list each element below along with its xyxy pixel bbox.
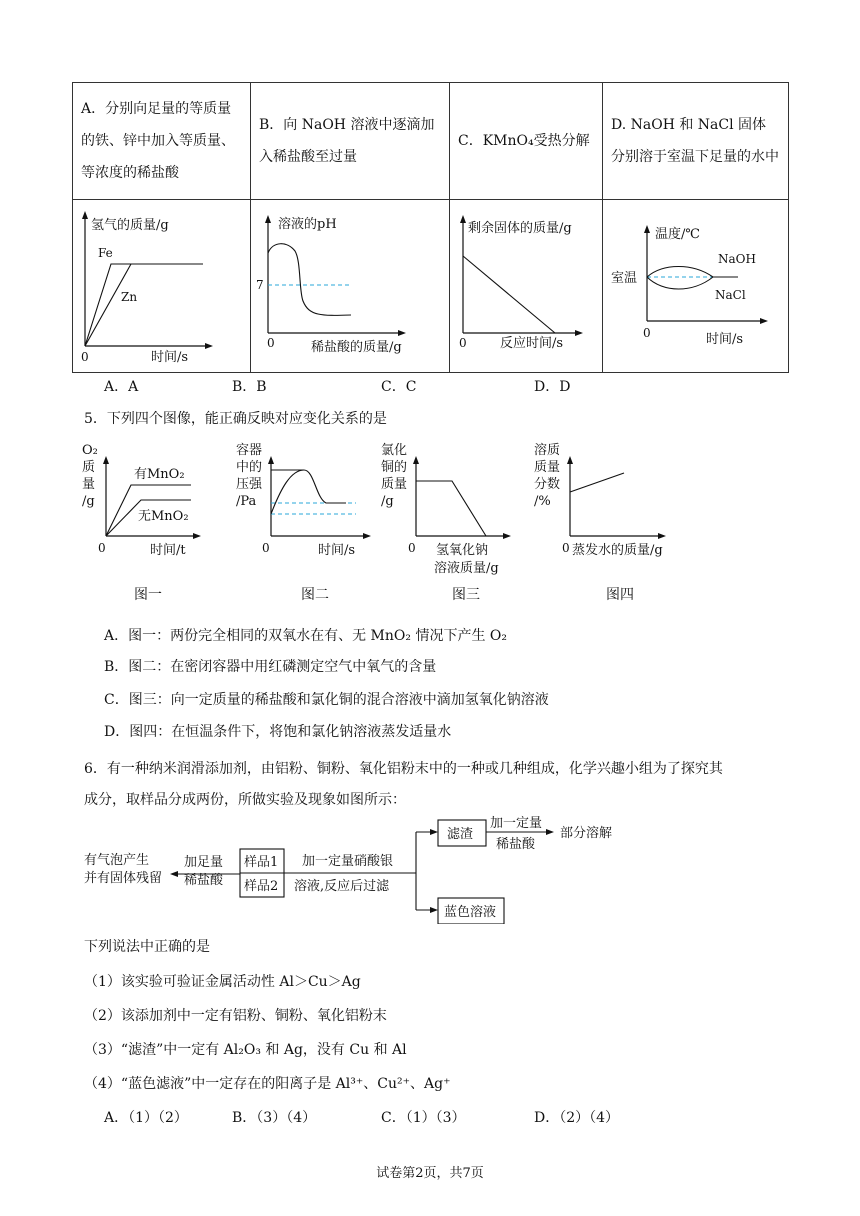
fig3-xlabel-1: 氢氧化钠	[436, 543, 489, 558]
flow-left-reagent-2: 稀盐酸	[184, 873, 224, 888]
graph-c-xlabel: 反应时间/s	[500, 336, 564, 351]
fig1-ylabel-2: 质	[82, 460, 96, 475]
fig3-ylabel-3: 质量	[381, 477, 408, 492]
q4-graph-b	[251, 200, 450, 373]
q5-option-d: D．图四：在恒温条件下，将饱和氯化钠溶液蒸发适量水	[104, 724, 452, 740]
q6-flow-diagram	[80, 812, 660, 924]
graph-d-ylabel: 温度/℃	[655, 227, 700, 242]
graph-d-origin: 0	[643, 326, 651, 340]
q5-option-c: C．图三：向一定质量的稀盐酸和氯化铜的混合溶液中滴加氢氧化钠溶液	[104, 692, 549, 708]
graph-c-origin: 0	[459, 336, 467, 350]
fig4-ylabel-4: /%	[534, 494, 551, 509]
graph-d-nacl: NaCl	[715, 288, 746, 302]
fig1-ylabel-4: /g	[82, 494, 95, 509]
q6-option-d: D．（2）（4）	[534, 1110, 620, 1126]
q4-cell-b: B．向 NaOH 溶液中逐滴加入稀盐酸至过量	[251, 83, 450, 200]
q6-option-b: B．（3）（4）	[232, 1110, 317, 1126]
q5-stem: 5．下列四个图像，能正确反映对应变化关系的是	[84, 411, 387, 427]
fig3-xlabel-2: 溶液质量/g	[434, 561, 499, 576]
q4-table	[72, 82, 789, 373]
flow-mid-2: 溶液,反应后过滤	[294, 879, 390, 894]
graph-b-xlabel: 稀盐酸的质量/g	[311, 340, 402, 355]
q4-option-c: C．C	[381, 379, 417, 395]
flow-mid-1: 加一定量硝酸银	[302, 854, 394, 869]
graph-d-room-temp: 室温	[611, 271, 638, 286]
fig1-ylabel-1: O₂	[82, 443, 98, 458]
fig2-ylabel-3: 压强	[236, 477, 263, 492]
q5-figures	[76, 438, 696, 608]
fig3-ylabel-1: 氯化	[381, 443, 408, 458]
flow-result-1: 有气泡产生	[84, 853, 150, 868]
fig4-ylabel-2: 质量	[534, 460, 561, 475]
fig4-origin: 0	[562, 541, 570, 555]
q5-option-b: B．图二：在密闭容器中用红磷测定空气中氧气的含量	[104, 659, 437, 675]
q4-option-b: B．B	[232, 379, 267, 395]
flow-solution: 蓝色溶液	[444, 905, 497, 920]
q6-option-a: A．（1）（2）	[104, 1110, 188, 1126]
q5-fig2	[236, 443, 371, 603]
fig1-series-without: 无MnO₂	[138, 509, 189, 524]
fig2-ylabel-4: /Pa	[236, 494, 257, 509]
q6-statement-2: （2）该添加剂中一定有铝粉、铜粉、氧化铝粉末	[84, 1008, 387, 1024]
q6-statement-4: （4）“蓝色滤液”中一定存在的阳离子是 Al³⁺、Cu²⁺、Ag⁺	[84, 1076, 451, 1092]
fig1-ylabel-3: 量	[82, 477, 96, 492]
q6-option-c: C．（1）（3）	[381, 1110, 466, 1126]
flow-sample-1: 样品1	[244, 855, 279, 870]
graph-a-ylabel: 氢气的质量/g	[91, 218, 169, 233]
graph-c-ylabel: 剩余固体的质量/g	[468, 221, 572, 236]
flow-residue: 滤渣	[447, 827, 474, 842]
q4-cell-d: D. NaOH 和 NaCl 固体分别溶于室温下足量的水中	[603, 83, 789, 200]
fig3-ylabel-4: /g	[381, 494, 394, 509]
graph-a-origin: 0	[81, 350, 89, 364]
fig2-ylabel-2: 中的	[236, 460, 263, 475]
graph-b-ylabel: 溶液的pH	[278, 217, 337, 232]
q6-statement-3: （3）“滤渣”中一定有 Al₂O₃ 和 Ag，没有 Cu 和 Al	[84, 1042, 407, 1058]
graph-d-xlabel: 时间/s	[706, 332, 744, 347]
q4-option-a: A．A	[104, 379, 139, 395]
q5-fig4	[534, 442, 666, 603]
q6-stem-2: 成分，取样品分成两份，所做实验及现象如图所示：	[84, 792, 406, 808]
fig1-xlabel: 时间/t	[150, 543, 186, 558]
flow-dissolve: 部分溶解	[560, 826, 613, 841]
graph-b-tick7: 7	[256, 278, 264, 292]
fig1-origin: 0	[98, 541, 106, 555]
q4-option-d: D．D	[534, 379, 571, 395]
fig4-ylabel-3: 分数	[534, 477, 561, 492]
fig3-origin: 0	[408, 541, 416, 555]
fig2-origin: 0	[262, 541, 270, 555]
q5-fig3	[381, 443, 511, 603]
graph-a-fe: Fe	[98, 246, 113, 260]
q5-fig1	[82, 443, 201, 603]
q4-cell-c: C．KMnO₄受热分解	[450, 83, 603, 200]
graph-b-origin: 0	[267, 336, 275, 350]
fig3-ylabel-2: 铜的	[381, 460, 408, 475]
fig2-caption: 图二	[301, 587, 329, 603]
fig4-ylabel-1: 溶质	[534, 443, 561, 458]
q6-statement-1: （1）该实验可验证金属活动性 Al＞Cu＞Ag	[84, 974, 361, 990]
fig4-caption: 图四	[606, 587, 634, 603]
fig2-xlabel: 时间/s	[318, 543, 356, 558]
graph-d-naoh: NaOH	[718, 252, 756, 266]
fig2-ylabel-1: 容器	[236, 443, 263, 458]
graph-a-xlabel: 时间/s	[151, 350, 189, 365]
flow-result-2: 并有固体残留	[84, 871, 163, 886]
flow-sample-2: 样品2	[244, 879, 279, 894]
q4-graph-c	[450, 200, 603, 373]
fig4-xlabel: 蒸发水的质量/g	[572, 543, 663, 558]
graph-a-zn: Zn	[121, 290, 138, 304]
q4-cell-a: A．分别向足量的等质量的铁、锌中加入等质量、等浓度的稀盐酸	[73, 83, 251, 200]
q6-stem-1: 6．有一种纳米润滑添加剂，由铝粉、铜粉、氧化铝粉末中的一种或几种组成，化学兴趣小组为了探究其	[84, 761, 723, 777]
flow-acid-1: 加一定量	[490, 816, 543, 831]
q6-prompt: 下列说法中正确的是	[84, 939, 210, 955]
q5-option-a: A．图一：两份完全相同的双氧水在有、无 MnO₂ 情况下产生 O₂	[104, 628, 507, 644]
flow-acid-2: 稀盐酸	[496, 837, 536, 852]
flow-left-reagent-1: 加足量	[184, 855, 224, 870]
fig3-caption: 图三	[452, 587, 480, 603]
q4-graph-a	[73, 200, 251, 373]
fig1-series-with: 有MnO₂	[134, 467, 185, 482]
fig1-caption: 图一	[134, 587, 162, 603]
q4-graph-d	[603, 200, 789, 373]
page-footer: 试卷第2页，共7页	[376, 1166, 484, 1181]
